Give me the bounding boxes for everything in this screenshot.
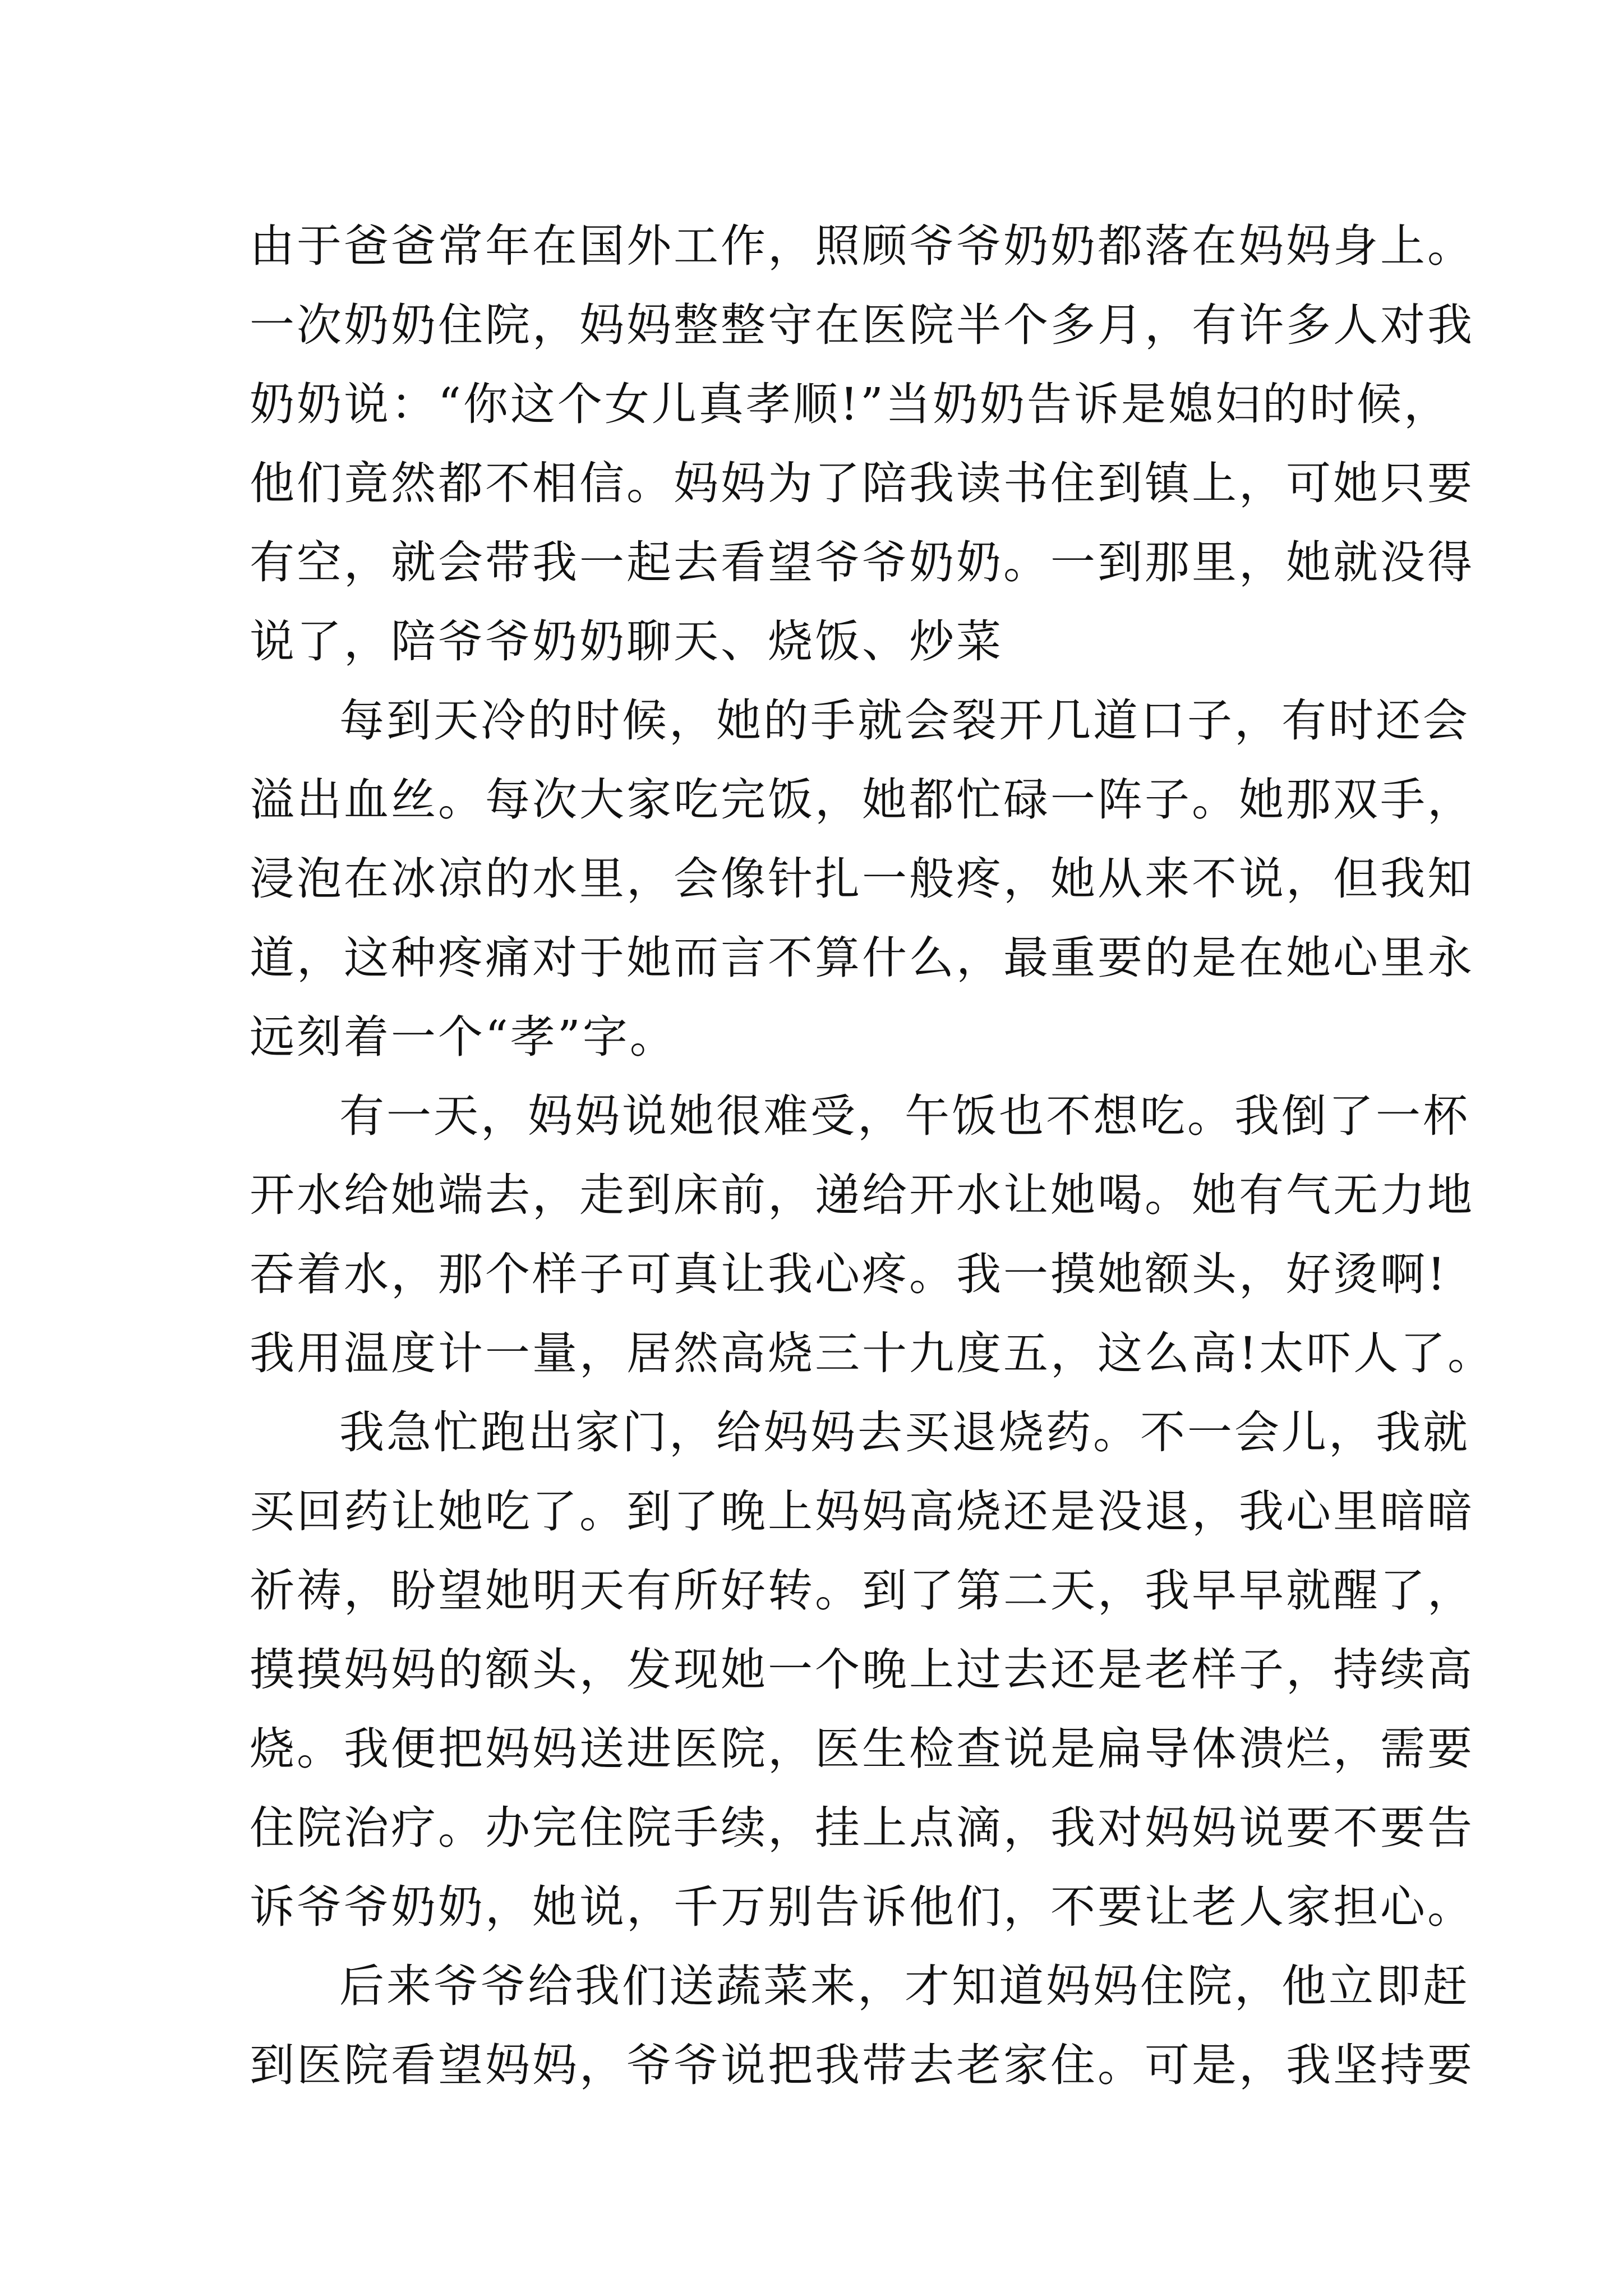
- text-line: 道，这种疼痛对于她而言不算什么，最重要的是在她心里永: [250, 932, 1474, 984]
- text-line: 到医院看望妈妈，爷爷说把我带去老家住。可是，我坚持要: [250, 2039, 1474, 2091]
- text-line: 每到天冷的时候，她的手就会裂开几道口子，有时还会: [339, 694, 1470, 747]
- text-line: 说了，陪爷爷奶奶聊天、烧饭、炒菜: [250, 615, 1003, 668]
- paragraph-3: [250, 1076, 1495, 1393]
- text-line: 浸泡在冰凉的水里，会像针扎一般疼，她从来不说，但我知: [250, 853, 1474, 905]
- text-line: 住院治疗。办完住院手续，挂上点滴，我对妈妈说要不要告: [250, 1802, 1474, 1854]
- text-line: 诉爷爷奶奶，她说，千万别告诉他们，不要让老人家担心。: [250, 1881, 1474, 1933]
- text-line: 买回药让她吃了。到了晚上妈妈高烧还是没退，我心里暗暗: [250, 1485, 1474, 1538]
- text-line: 一次奶奶住院，妈妈整整守在医院半个多月，有许多人对我: [250, 299, 1474, 351]
- text-line: 他们竟然都不相信。妈妈为了陪我读书住到镇上，可她只要: [250, 457, 1474, 509]
- text-line: 开水给她端去，走到床前，递给开水让她喝。她有气无力地: [250, 1169, 1474, 1221]
- text-line: 我用温度计一量，居然高烧三十九度五，这么高!太吓人了。: [250, 1327, 1495, 1379]
- text-line: 后来爷爷给我们送蔬菜来，才知道妈妈住院，他立即赶: [339, 1960, 1470, 2012]
- text-line: 我急忙跑出家门，给妈妈去买退烧药。不一会儿，我就: [339, 1406, 1470, 1458]
- paragraph-5: [250, 1947, 1474, 2105]
- text-line: 有一天，妈妈说她很难受，午饭也不想吃。我倒了一杯: [339, 1090, 1470, 1142]
- text-line: 有空，就会带我一起去看望爷爷奶奶。一到那里，她就没得: [250, 536, 1474, 588]
- text-line: 烧。我便把妈妈送进医院，医生检查说是扁导体溃烂，需要: [250, 1723, 1474, 1775]
- text-line: 远刻着一个“孝”字。: [250, 1011, 677, 1063]
- paragraph-2: [250, 681, 1474, 1076]
- text-line: 奶奶说：“你这个女儿真孝顺!”当奶奶告诉是媳妇的时候，: [250, 378, 1451, 430]
- text-line: 由于爸爸常年在国外工作，照顾爷爷奶奶都落在妈妈身上。: [250, 220, 1474, 272]
- text-line: 溢出血丝。每次大家吃完饭，她都忙碌一阵子。她那双手，: [250, 774, 1474, 826]
- paragraph-1: [250, 206, 1474, 681]
- text-line: 吞着水，那个样子可真让我心疼。我一摸她额头，好烫啊!: [250, 1248, 1448, 1300]
- text-line: 摸摸妈妈的额头，发现她一个晚上过去还是老样子，持续高: [250, 1644, 1474, 1696]
- paragraph-4: [250, 1393, 1474, 1947]
- text-line: 祈祷，盼望她明天有所好转。到了第二天，我早早就醒了，: [250, 1565, 1474, 1617]
- body-text: [250, 206, 1495, 2105]
